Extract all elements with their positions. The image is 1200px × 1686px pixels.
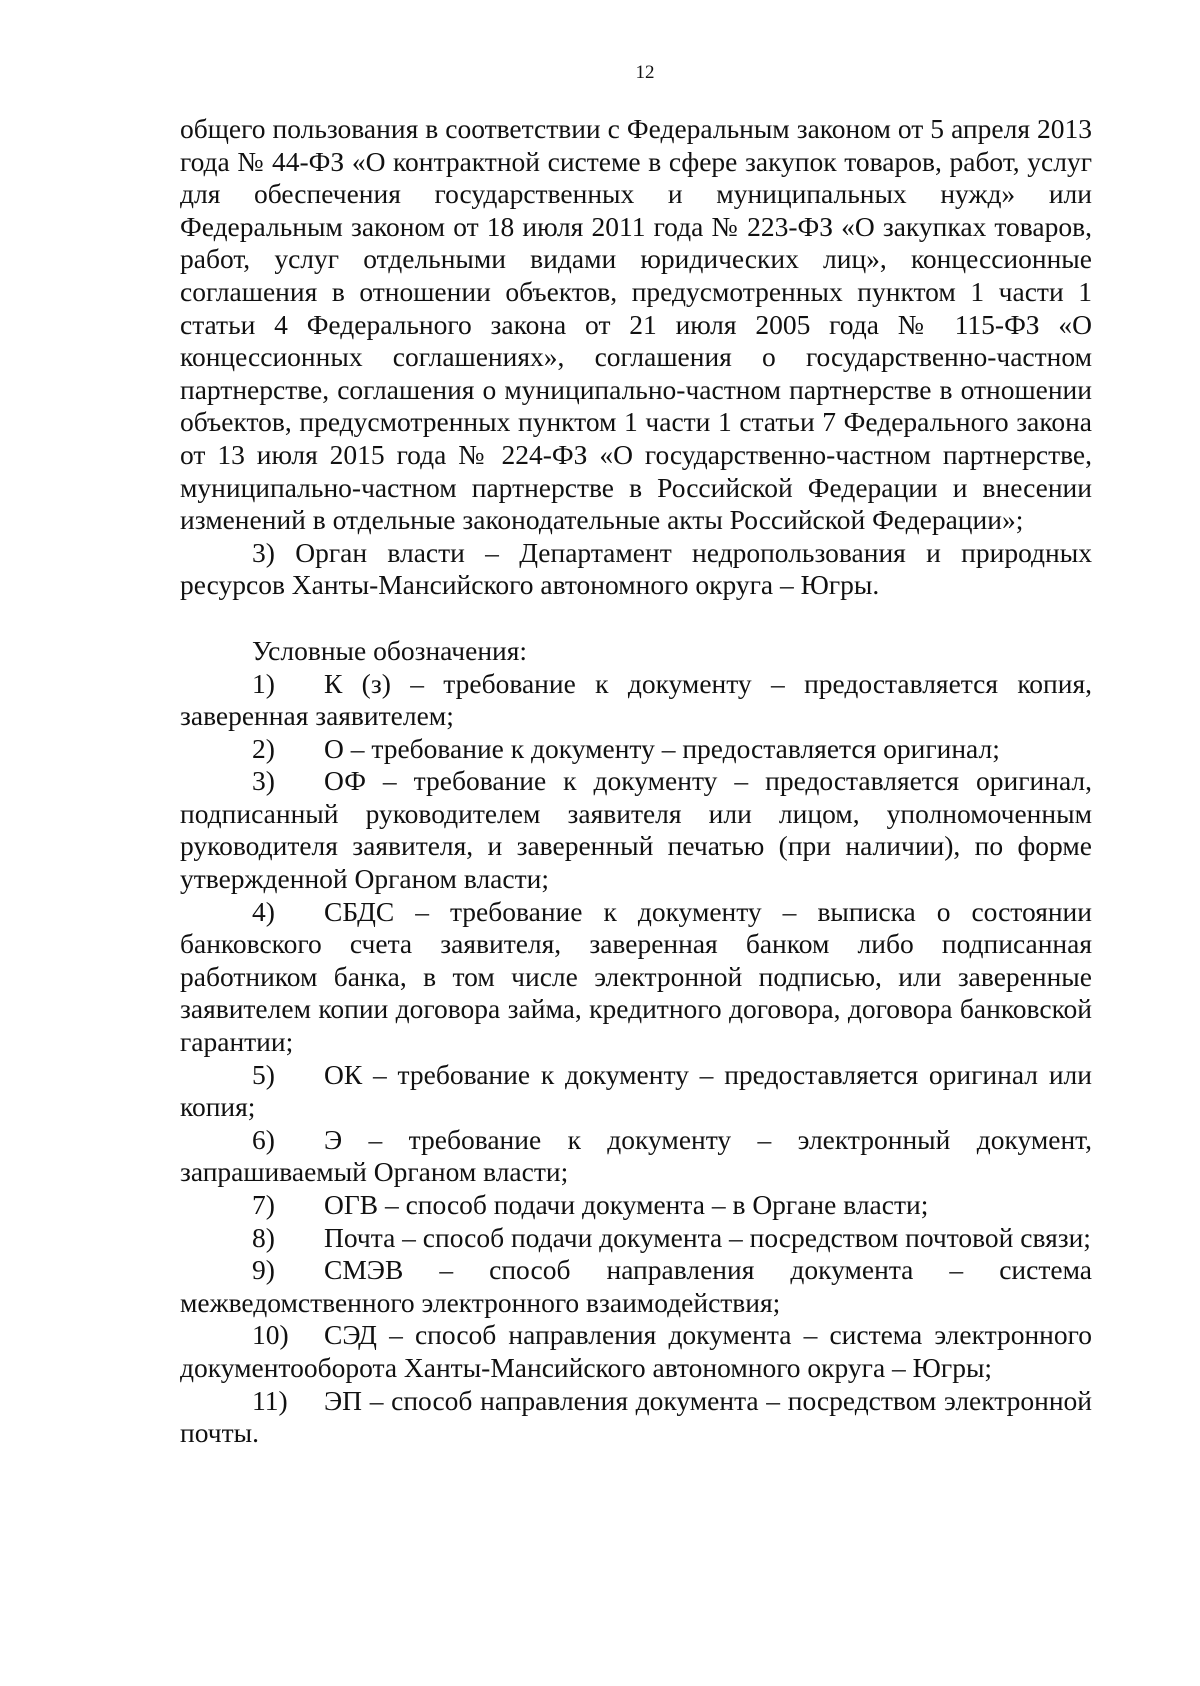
legend-item [180,1059,1092,1124]
legend-item-text: ОФ – требование к документу – предоставляется оригинал, подписанный руководителем заявителя или лицом, уполномоченным руководителя заявителя, и заверенный печатью (при наличии), по форме утвержденной Органом власти; [180,765,1092,895]
document-body [180,113,1092,1450]
legend-item-text: ЭП – способ направления документа – посредством электронной почты. [180,1384,1092,1449]
legend-item [180,1385,1092,1450]
legend-item [180,765,1092,895]
legend-item-text: К (з) – требование к документу – предоставляется копия, заверенная заявителем; [180,667,1092,732]
legend-item [180,896,1092,1059]
legend-item-text: СМЭВ – способ направления документа – система межведомственного электронного взаимодействия; [180,1254,1092,1318]
legend-item-number: 10) [252,1319,289,1351]
paragraph-authority: 3) Орган власти – Департамент недропользования и природных ресурсов Ханты-Мансийского автономного округа – Югры. [180,536,1092,601]
legend-item-text: Почта – способ подачи документа – посредством почтовой связи; [324,1221,1091,1253]
legend-item [180,1124,1092,1189]
page-number: 12 [635,62,655,83]
legend-item-number: 9) [252,1254,275,1286]
legend-item-text: О – требование к документу – предоставляется оригинал; [324,732,1000,764]
legend-item-number: 6) [252,1123,275,1155]
legend-item-number: 4) [252,895,275,927]
legend-list [180,668,1092,1450]
legend-item-number: 3) [252,765,275,797]
legend-item-number: 1) [252,667,275,699]
paragraph-continuation: общего пользования в соответствии с Федеральным законом от 5 апреля 2013 года № 44-ФЗ «О контрактной системе в сфере закупок товаров, работ, услуг для обеспечения государственных и муниципальных нужд» или Федеральным законом от 18 июля 2011 года № 223-ФЗ «О закупках товаров, работ, услуг отдельными видами юридических лиц», концессионные соглашения в отношении объектов, предусмотренных пунктом 1 части 1 статьи 4 Федерального закона от 21 июля 2005 года № 115-ФЗ «О концессионных соглашениях», соглашения о государственно-частном партнерстве, соглашения о муниципально-частном партнерстве в отношении объектов, предусмотренных пунктом 1 части 1 статьи 7 Федерального закона от 13 июля 2015 года № 224-ФЗ «О государственно-частном партнерстве, муниципально-частном партнерстве в Российской Федерации и внесении изменений в отдельные законодательные акты Российской Федерации»; [180,113,1092,536]
legend-item [180,668,1092,733]
legend-item [180,1222,1092,1255]
legend-item-text: ОГВ – способ подачи документа – в Органе власти; [324,1189,929,1220]
legend-item [180,733,1092,766]
legend-item-number: 11) [252,1384,288,1416]
legend-item-text: СЭД – способ направления документа – система электронного документооборота Ханты-Мансийского автономного округа – Югры; [180,1319,1092,1383]
legend-item-number: 5) [252,1058,275,1090]
legend-heading: Условные обозначения: [252,634,528,666]
legend-item-text: Э – требование к документу – электронный документ, запрашиваемый Органом власти; [180,1123,1092,1188]
legend-item [180,1254,1092,1319]
legend-item-number: 2) [252,732,275,764]
legend-item [180,1189,1092,1222]
legend-item-text: ОК – требование к документу – предоставляется оригинал или копия; [180,1058,1092,1123]
legend-item-text: СБДС – требование к документу – выписка о состоянии банковского счета заявителя, заверенная банком либо подписанная работником банка, в том числе электронной подписью, или заверенные заявителем копии договора займа, кредитного договора, договора банковской гарантии; [180,895,1092,1058]
legend-item [180,1319,1092,1384]
legend-item-number: 7) [252,1189,275,1220]
legend-item-number: 8) [252,1221,275,1253]
paragraph-gap [180,602,1092,635]
